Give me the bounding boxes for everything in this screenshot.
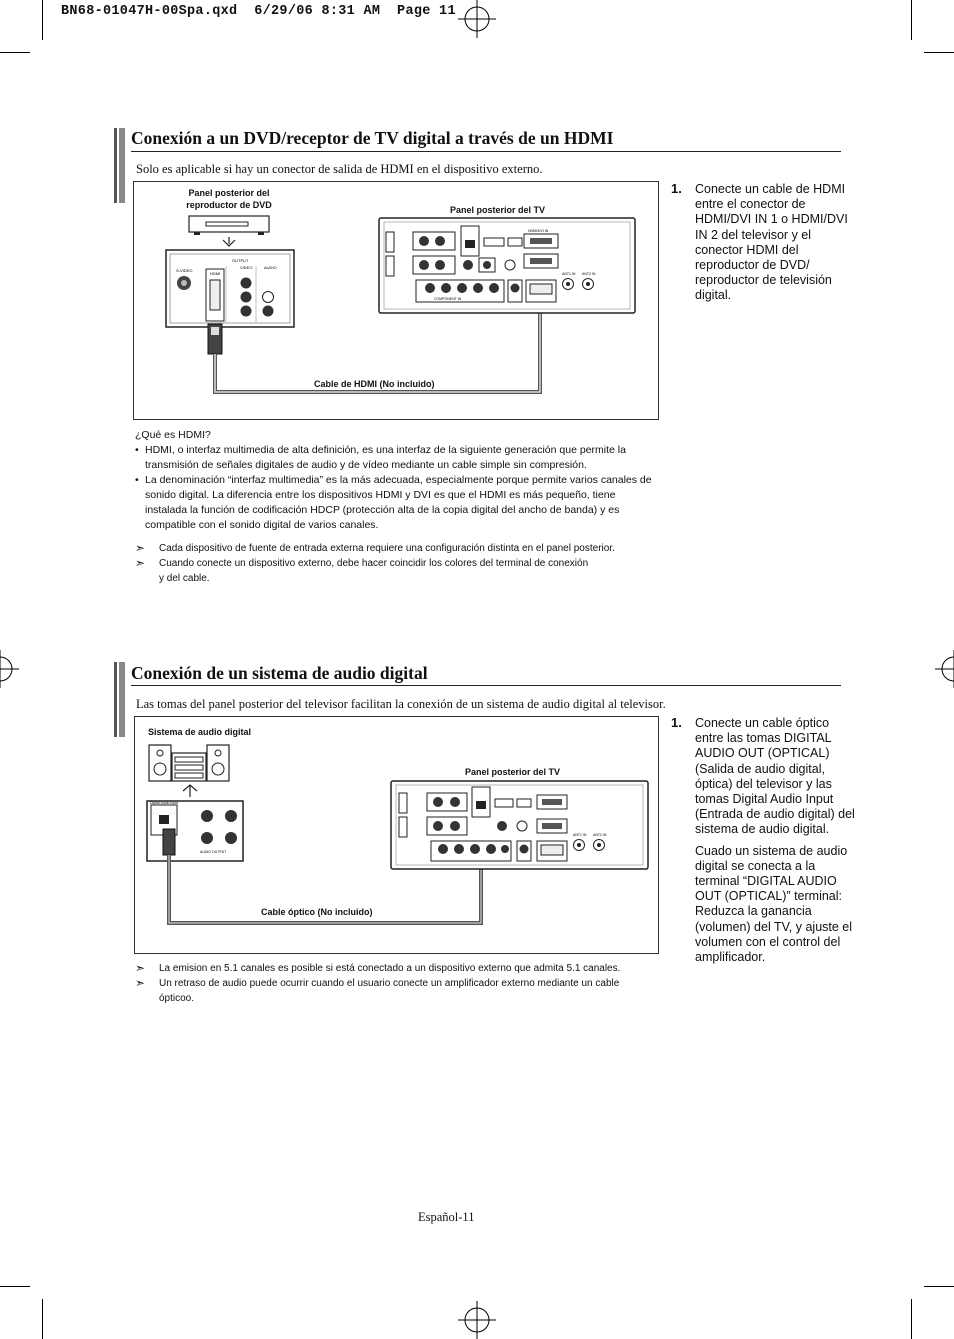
svg-text:Digital Audio Input: Digital Audio Input [150,801,179,805]
svg-text:HDMI/DVI IN: HDMI/DVI IN [528,229,549,233]
svg-text:AUDIO OUTPUT: AUDIO OUTPUT [200,850,227,854]
svg-text:ANT1 IN: ANT1 IN [562,272,576,276]
section-rule [131,685,841,686]
tv-back-panel [379,218,635,313]
note-arrow-icon: ➣ [135,961,146,975]
notes-list [135,541,655,586]
step-text [695,716,860,971]
crop-mark [42,1299,43,1339]
step-number: 1. [671,715,682,730]
registration-mark-icon [0,650,19,688]
crop-mark [0,1286,30,1287]
svg-text:HDMI: HDMI [210,271,221,276]
svg-text:VIDEO: VIDEO [240,265,253,270]
svg-text:S-VIDEO: S-VIDEO [176,268,193,273]
page-number: Español-11 [418,1210,475,1224]
crop-mark [0,52,30,53]
step-paragraph: Cuado un sistema de audio digital se conecta a la terminal “DIGITAL AUDIO OUT (OPTICAL)” terminal: Reduzca la ganancia (volumen) del TV, y ajuste el volumen con el control del amplificador. [695,843,853,965]
svg-text:ANT2 IN: ANT2 IN [593,833,607,837]
crop-mark [911,1299,912,1339]
notes-list [135,961,635,1006]
registration-mark-icon [935,650,954,688]
svg-text:COMPONENT IN: COMPONENT IN [434,297,462,301]
crop-mark [924,52,954,53]
section-rule [131,151,841,152]
tv-panel-caption: Panel posterior del TV [450,205,546,215]
tv-back-panel [391,781,648,869]
tv-panel-caption: Panel posterior del TV [465,767,561,777]
dvd-panel-caption: Panel posterior del reproductor de DVD [186,188,272,210]
step-text: Conecte un cable de HDMI entre el conector de HDMI/DVI IN 1 o HDMI/DVI IN 2 del televisor y el conector HDMI del reproductor de DVD/ reproductor de televisión digital. [695,182,848,303]
note-arrow-icon: ➣ [135,541,146,555]
section-intro: Solo es aplicable si hay un conector de salida de HDMI en el dispositivo externo. [136,162,543,176]
section-title: Conexión a un DVD/receptor de TV digital a través de un HDMI [131,128,614,148]
audio-system-icon [149,745,229,797]
registration-mark-icon [458,1301,496,1339]
svg-text:ANT2 IN: ANT2 IN [582,272,596,276]
hdmi-info [135,428,655,533]
hdmi-connection-figure [133,181,659,420]
section-marker [114,128,125,203]
hdmi-diagram [134,182,658,419]
print-slug: BN68-01047H-00Spa.qxd 6/29/06 8:31 AM Page 11 [61,4,456,19]
section-marker [114,662,125,737]
dvd-player-icon [189,216,269,246]
note-arrow-icon: ➣ [135,976,146,990]
note-item: ➣ Cuando conecte un dispositivo externo, debe hacer coincidir los colores del terminal de conexión y del cable. [135,556,589,584]
crop-mark [42,0,43,40]
section-intro: Las tomas del panel posterior del televisor facilitan la conexión de un sistema de audio digital al televisor. [136,697,666,711]
cable-caption: Cable de HDMI (No incluido) [314,379,435,389]
optical-diagram [135,717,658,953]
hdmi-info-bullet: • HDMI, o interfaz multimedia de alta definición, es una interfaz de la siguiente generación que permite la transmisión de señales digitales de audio y de vídeo mediante un cable simple sin compresión. [135,443,655,473]
note-item: ➣ Un retraso de audio puede ocurrir cuando el usuario conecte un amplificador externo mediante un cable ópticoo. [135,976,620,1004]
crop-mark [924,1286,954,1287]
hdmi-info-bullet: • La denominación “interfaz multimedia” es la más adecuada, especialmente porque permite varios canales de sonido digital. La diferencia entre los dispositivos HDMI y DVI es que el HDMI es más pequeño, tiene instalada la función de codificación HDCP (protección alta de la copia digital del ancho de banda) y es compatible con el sonido digital de varios canales. [135,473,655,533]
svg-text:AUDIO: AUDIO [264,265,277,270]
section-title: Conexión de un sistema de audio digital [131,663,428,683]
step-paragraph: Conecte un cable óptico entre las tomas DIGITAL AUDIO OUT (OPTICAL) (Salida de audio digital, óptica) del televisor y las tomas Digital Audio Input (Entrada de audio digital) del sistema de audio digital. [695,716,855,837]
note-item: ➣ La emision en 5.1 canales es posible si está conectado a un dispositivo externo que admita 5.1 canales. [135,961,621,975]
optical-connection-figure [134,716,659,954]
audio-back-panel [147,801,243,861]
svg-text:ANT1 IN: ANT1 IN [573,833,587,837]
note-arrow-icon: ➣ [135,556,146,570]
dvd-back-panel [166,250,294,327]
note-item: ➣ Cada dispositivo de fuente de entrada externa requiere una configuración distinta en el panel posterior. [135,541,615,555]
registration-mark-icon [458,0,496,38]
cable-caption: Cable óptico (No incluido) [261,907,373,917]
svg-text:OUTPUT: OUTPUT [232,258,249,263]
audio-system-caption: Sistema de audio digital [148,727,252,737]
step-number: 1. [671,181,682,196]
crop-mark [911,0,912,40]
hdmi-info-heading: ¿Qué es HDMI? [135,429,211,441]
